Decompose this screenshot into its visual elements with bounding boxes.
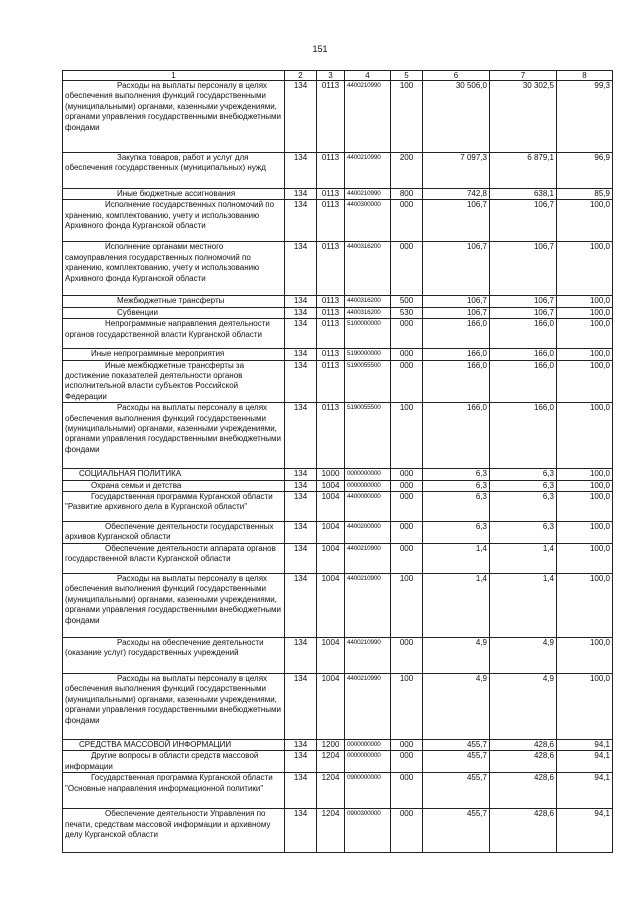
target-article-cell: 4400210900 (345, 573, 391, 637)
row-name-cell (63, 242, 285, 296)
executed-amount-cell: 30 302,5 (490, 81, 557, 153)
planned-amount-cell: 1,4 (423, 543, 490, 573)
admin-code-cell: 134 (285, 189, 317, 200)
expense-type-cell: 000 (391, 319, 423, 349)
table-row (63, 189, 613, 200)
admin-code-cell: 134 (285, 673, 317, 739)
row-name-text: Иные непрограммные мероприятия (91, 349, 225, 359)
planned-amount-cell: 455,7 (423, 751, 490, 773)
executed-amount-cell: 638,1 (490, 189, 557, 200)
percent-executed-cell: 94,1 (557, 739, 613, 750)
percent-executed-cell: 100,0 (557, 200, 613, 242)
percent-executed-cell: 100,0 (557, 492, 613, 522)
percent-executed-cell: 94,1 (557, 773, 613, 809)
executed-amount-cell: 6,3 (490, 492, 557, 522)
expense-type-cell: 000 (391, 200, 423, 242)
target-article-cell: 0900300000 (345, 809, 391, 853)
row-name-cell (63, 200, 285, 242)
row-name-cell (63, 637, 285, 673)
planned-amount-cell: 106,7 (423, 296, 490, 307)
row-name-cell (63, 360, 285, 403)
expense-type-cell: 000 (391, 751, 423, 773)
row-name-text: Расходы на выплаты персоналу в целях обеспечения выполнения функций государственными (муниципальными) органами, казенными учреждениями, органами управления государственными внебюджетными фондами (65, 403, 281, 454)
row-name-text: Обеспечение деятельности государственных архивов Курганской области (65, 522, 274, 542)
target-article-cell: 4400210900 (345, 543, 391, 573)
table-row (63, 751, 613, 773)
target-article-cell: 0000000000 (345, 739, 391, 750)
admin-code-cell: 134 (285, 403, 317, 469)
admin-code-cell: 134 (285, 543, 317, 573)
row-name-cell (63, 469, 285, 480)
admin-code-cell: 134 (285, 296, 317, 307)
target-article-cell: 4400000000 (345, 492, 391, 522)
column-header: 5 (391, 71, 423, 81)
section-code-cell: 0113 (317, 189, 345, 200)
percent-executed-cell: 100,0 (557, 296, 613, 307)
row-name-text: Исполнение государственных полномочий по хранению, комплектованию, учету и использованию Архивного фонда Курганской области (65, 200, 275, 231)
column-header: 7 (490, 71, 557, 81)
percent-executed-cell: 100,0 (557, 307, 613, 318)
expense-type-cell: 000 (391, 522, 423, 544)
admin-code-cell: 134 (285, 242, 317, 296)
admin-code-cell: 134 (285, 319, 317, 349)
admin-code-cell: 134 (285, 809, 317, 853)
row-name-text: Исполнение органами местного самоуправления государственных полномочий по хранению, комплектованию, учету и использованию Архивного фонда Курганской области (65, 242, 260, 283)
section-code-cell: 1004 (317, 637, 345, 673)
executed-amount-cell: 4,9 (490, 637, 557, 673)
section-code-cell: 1004 (317, 573, 345, 637)
planned-amount-cell: 7 097,3 (423, 153, 490, 189)
target-article-cell: 0000000000 (345, 751, 391, 773)
planned-amount-cell: 1,4 (423, 573, 490, 637)
percent-executed-cell: 96,9 (557, 153, 613, 189)
admin-code-cell: 134 (285, 480, 317, 491)
executed-amount-cell: 1,4 (490, 543, 557, 573)
section-code-cell: 0113 (317, 360, 345, 403)
row-name-cell (63, 81, 285, 153)
executed-amount-cell: 106,7 (490, 296, 557, 307)
row-name-cell (63, 773, 285, 809)
percent-executed-cell: 100,0 (557, 573, 613, 637)
planned-amount-cell: 106,7 (423, 307, 490, 318)
table-row (63, 349, 613, 360)
planned-amount-cell: 455,7 (423, 739, 490, 750)
row-name-cell (63, 349, 285, 360)
expense-type-cell: 000 (391, 637, 423, 673)
section-code-cell: 0113 (317, 307, 345, 318)
executed-amount-cell: 1,4 (490, 573, 557, 637)
section-code-cell: 1004 (317, 492, 345, 522)
row-name-text: Обеспечение деятельности аппарата органов государственной власти Курганской области (65, 543, 276, 564)
percent-executed-cell: 100,0 (557, 522, 613, 544)
percent-executed-cell: 85,9 (557, 189, 613, 200)
row-name-text: Другие вопросы в области средств массовой информации (65, 751, 259, 771)
section-code-cell: 1004 (317, 673, 345, 739)
expense-type-cell: 800 (391, 189, 423, 200)
admin-code-cell: 134 (285, 307, 317, 318)
section-code-cell: 1004 (317, 543, 345, 573)
section-code-cell: 0113 (317, 153, 345, 189)
admin-code-cell: 134 (285, 349, 317, 360)
admin-code-cell: 134 (285, 573, 317, 637)
percent-executed-cell: 100,0 (557, 637, 613, 673)
admin-code-cell: 134 (285, 200, 317, 242)
row-name-text: Расходы на выплаты персоналу в целях обеспечения выполнения функций государственными (муниципальными) органами, казенными учреждениями, органами управления государственными внебюджетными фондами (65, 673, 281, 725)
section-code-cell: 1204 (317, 751, 345, 773)
column-header: 6 (423, 71, 490, 81)
row-name-cell (63, 492, 285, 522)
section-code-cell: 1204 (317, 773, 345, 809)
target-article-cell: 4400210990 (345, 637, 391, 673)
row-name-cell (63, 739, 285, 750)
planned-amount-cell: 166,0 (423, 349, 490, 360)
percent-executed-cell: 99,3 (557, 81, 613, 153)
row-name-cell (63, 480, 285, 491)
target-article-cell: 5100000000 (345, 319, 391, 349)
table-row (63, 773, 613, 809)
admin-code-cell: 134 (285, 81, 317, 153)
target-article-cell: 0000000000 (345, 469, 391, 480)
table-row (63, 307, 613, 318)
percent-executed-cell: 94,1 (557, 751, 613, 773)
admin-code-cell: 134 (285, 637, 317, 673)
executed-amount-cell: 6,3 (490, 522, 557, 544)
section-code-cell: 1000 (317, 469, 345, 480)
page-number: 151 (312, 44, 328, 54)
planned-amount-cell: 6,3 (423, 522, 490, 544)
row-name-cell (63, 307, 285, 318)
percent-executed-cell: 100,0 (557, 319, 613, 349)
section-code-cell: 0113 (317, 81, 345, 153)
section-code-cell: 0113 (317, 296, 345, 307)
table-row (63, 492, 613, 522)
target-article-cell: 0000000000 (345, 480, 391, 491)
row-name-cell (63, 189, 285, 200)
planned-amount-cell: 4,9 (423, 673, 490, 739)
planned-amount-cell: 6,3 (423, 492, 490, 522)
table-row (63, 673, 613, 739)
column-header: 3 (317, 71, 345, 81)
row-name-text: Субвенции (117, 307, 158, 317)
admin-code-cell: 134 (285, 773, 317, 809)
row-name-cell (63, 673, 285, 739)
section-code-cell: 0113 (317, 403, 345, 469)
row-name-cell (63, 522, 285, 544)
admin-code-cell: 134 (285, 751, 317, 773)
table-row (63, 809, 613, 853)
expense-type-cell: 100 (391, 573, 423, 637)
table-row (63, 242, 613, 296)
table-row (63, 469, 613, 480)
row-name-text: Расходы на обеспечение деятельности (оказание услуг) государственных учреждений (65, 637, 264, 658)
table-row (63, 200, 613, 242)
table-row (63, 480, 613, 491)
planned-amount-cell: 455,7 (423, 773, 490, 809)
target-article-cell: 5190055500 (345, 403, 391, 469)
row-name-text: Государственная программа Курганской области "Основные направления информационной политики" (65, 773, 273, 793)
expense-type-cell: 000 (391, 492, 423, 522)
admin-code-cell: 134 (285, 739, 317, 750)
executed-amount-cell: 6 879,1 (490, 153, 557, 189)
percent-executed-cell: 100,0 (557, 543, 613, 573)
planned-amount-cell: 106,7 (423, 242, 490, 296)
row-name-text: Иные межбюджетные трансферты за достижение показателей деятельности органов исполнительной власти субъектов Российской Федерации (65, 360, 245, 401)
expense-type-cell: 200 (391, 153, 423, 189)
admin-code-cell: 134 (285, 469, 317, 480)
admin-code-cell: 134 (285, 492, 317, 522)
column-header: 8 (557, 71, 613, 81)
expense-type-cell: 000 (391, 360, 423, 403)
table-row (63, 522, 613, 544)
planned-amount-cell: 6,3 (423, 469, 490, 480)
section-code-cell: 0113 (317, 200, 345, 242)
column-header: 4 (345, 71, 391, 81)
executed-amount-cell: 6,3 (490, 480, 557, 491)
percent-executed-cell: 100,0 (557, 360, 613, 403)
target-article-cell: 4400210990 (345, 153, 391, 189)
percent-executed-cell: 100,0 (557, 673, 613, 739)
row-name-cell (63, 543, 285, 573)
table-row (63, 573, 613, 637)
target-article-cell: 0900000000 (345, 773, 391, 809)
planned-amount-cell: 742,8 (423, 189, 490, 200)
section-code-cell: 1204 (317, 809, 345, 853)
executed-amount-cell: 106,7 (490, 307, 557, 318)
expense-type-cell: 530 (391, 307, 423, 318)
expense-type-cell: 000 (391, 242, 423, 296)
percent-executed-cell: 100,0 (557, 403, 613, 469)
table-row (63, 360, 613, 403)
expense-type-cell: 100 (391, 81, 423, 153)
row-name-text: Государственная программа Курганской области "Развитие архивного дела в Курганской области" (65, 492, 273, 512)
executed-amount-cell: 166,0 (490, 360, 557, 403)
admin-code-cell: 134 (285, 360, 317, 403)
table-row (63, 153, 613, 189)
table-body (63, 81, 613, 853)
row-name-text: Расходы на выплаты персоналу в целях обеспечения выполнения функций государственными (муниципальными) органами, казенными учреждениями, органами управления государственными внебюджетными фондами (65, 81, 281, 132)
row-name-text: СОЦИАЛЬНАЯ ПОЛИТИКА (79, 469, 182, 479)
executed-amount-cell: 6,3 (490, 469, 557, 480)
executed-amount-cell: 106,7 (490, 242, 557, 296)
target-article-cell: 4400200000 (345, 522, 391, 544)
executed-amount-cell: 428,6 (490, 739, 557, 750)
percent-executed-cell: 100,0 (557, 480, 613, 491)
table-row (63, 543, 613, 573)
executed-amount-cell: 428,6 (490, 809, 557, 853)
expense-type-cell: 000 (391, 773, 423, 809)
executed-amount-cell: 106,7 (490, 200, 557, 242)
percent-executed-cell: 100,0 (557, 349, 613, 360)
row-name-text: Непрограммные направления деятельности органов государственной власти Курганской области (65, 319, 270, 339)
column-header: 2 (285, 71, 317, 81)
percent-executed-cell: 100,0 (557, 242, 613, 296)
percent-executed-cell: 94,1 (557, 809, 613, 853)
planned-amount-cell: 106,7 (423, 200, 490, 242)
budget-table (62, 70, 613, 853)
row-name-text: Обеспечение деятельности Управления по печати, средствам массовой информации и архивному делу Курганской области (65, 809, 271, 839)
table-row (63, 81, 613, 153)
row-name-cell (63, 319, 285, 349)
target-article-cell: 4400210990 (345, 673, 391, 739)
expense-type-cell: 500 (391, 296, 423, 307)
row-name-text: Межбюджетные трансферты (117, 296, 225, 306)
admin-code-cell: 134 (285, 153, 317, 189)
section-code-cell: 1004 (317, 522, 345, 544)
table-row (63, 637, 613, 673)
planned-amount-cell: 4,9 (423, 637, 490, 673)
row-name-text: Закупка товаров, работ и услуг для обеспечения государственных (муниципальных) нужд (65, 153, 266, 173)
row-name-cell (63, 809, 285, 853)
section-code-cell: 0113 (317, 349, 345, 360)
admin-code-cell: 134 (285, 522, 317, 544)
expense-type-cell: 000 (391, 543, 423, 573)
row-name-text: Иные бюджетные ассигнования (117, 189, 236, 198)
executed-amount-cell: 166,0 (490, 349, 557, 360)
executed-amount-cell: 4,9 (490, 673, 557, 739)
planned-amount-cell: 6,3 (423, 480, 490, 491)
percent-executed-cell: 100,0 (557, 469, 613, 480)
target-article-cell: 4400210990 (345, 189, 391, 200)
planned-amount-cell: 166,0 (423, 403, 490, 469)
planned-amount-cell: 30 506,0 (423, 81, 490, 153)
target-article-cell: 4400316200 (345, 296, 391, 307)
target-article-cell: 4400210990 (345, 81, 391, 153)
table-row (63, 739, 613, 750)
expense-type-cell: 000 (391, 480, 423, 491)
section-code-cell: 0113 (317, 242, 345, 296)
row-name-cell (63, 153, 285, 189)
expense-type-cell: 100 (391, 673, 423, 739)
section-code-cell: 0113 (317, 319, 345, 349)
table-row (63, 296, 613, 307)
row-name-cell (63, 403, 285, 469)
table-row (63, 403, 613, 469)
row-name-cell (63, 751, 285, 773)
expense-type-cell: 000 (391, 739, 423, 750)
column-header: 1 (63, 71, 285, 81)
target-article-cell: 4400300000 (345, 200, 391, 242)
header-row (63, 71, 613, 81)
expense-type-cell: 000 (391, 469, 423, 480)
target-article-cell: 4400316200 (345, 242, 391, 296)
expense-type-cell: 000 (391, 809, 423, 853)
executed-amount-cell: 428,6 (490, 773, 557, 809)
expense-type-cell: 000 (391, 349, 423, 360)
row-name-cell (63, 573, 285, 637)
planned-amount-cell: 455,7 (423, 809, 490, 853)
section-code-cell: 1200 (317, 739, 345, 750)
executed-amount-cell: 166,0 (490, 403, 557, 469)
planned-amount-cell: 166,0 (423, 319, 490, 349)
table-row (63, 319, 613, 349)
executed-amount-cell: 166,0 (490, 319, 557, 349)
section-code-cell: 1004 (317, 480, 345, 491)
expense-type-cell: 100 (391, 403, 423, 469)
row-name-text: Расходы на выплаты персоналу в целях обеспечения выполнения функций государственными (муниципальными) органами, казенными учреждениями, органами управления государственными внебюджетными фондами (65, 573, 281, 625)
row-name-text: Охрана семьи и детства (91, 480, 182, 490)
target-article-cell: 5190000000 (345, 349, 391, 360)
planned-amount-cell: 166,0 (423, 360, 490, 403)
executed-amount-cell: 428,6 (490, 751, 557, 773)
row-name-cell (63, 296, 285, 307)
row-name-text: СРЕДСТВА МАССОВОЙ ИНФОРМАЦИИ (79, 739, 232, 749)
target-article-cell: 5190055500 (345, 360, 391, 403)
target-article-cell: 4400316200 (345, 307, 391, 318)
